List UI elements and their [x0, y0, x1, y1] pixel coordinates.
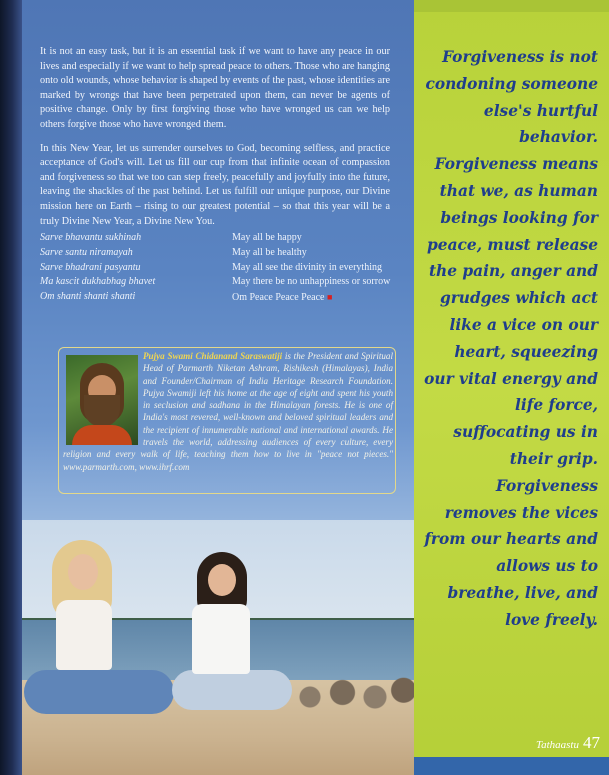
author-bio-description: is the President and Spiritual Head of Parmarth Niketan Ashram, Rishikesh (Himalayas), India and Founder/Chairman of India Heritage Research Foundation. Pujya Swamiji left his home at the age of eight and spent his youth in seclusion and sadhana in the Himalayan forests. He is one of India's most revered, well-known and beloved spiritual leaders and the recipient of innumerable national and international awards. He travels the world, addressing audiences of every culture, every religion and every walk of life, teaching them how to live in "peace not pieces." www.parmarth.com, www.ihrf.com: [63, 351, 393, 472]
article-body: [40, 45, 390, 238]
mantra-sanskrit: Sarve bhavantu sukhinah: [40, 232, 142, 243]
mantra-translation: May all see the divinity in everything: [232, 261, 382, 273]
pull-quote: Forgiveness is not condoning someone else's hurtful behavior. Forgiveness means that we, as human beings looking for peace, must release the pain, anger and grudges which act like a vice on our heart, squeezing our vital energy and life force, suffocating us in their grip. Forgiveness removes the vices from our hearts and allows us to breathe, live, and love freely.: [424, 48, 598, 629]
article-paragraph-2: In this New Year, let us surrender ourselves to God, becoming selfless, and practice acceptance of God's will. Let us fill our cup from that infinite ocean of compassion and forgiveness so that we too can step freely, peacefully and joyfully into the future, leaving the shackles of the past behind. Let us fulfill our unique purpose, our Divine mission here on Earth – rising to our greatest potential – so that this year will be a truly Divine New Year, a Divine New You.: [40, 142, 390, 227]
mantra-sanskrit: Sarve santu niramayah: [40, 246, 133, 258]
mantra-translation: May there be no unhappiness or sorrow: [232, 276, 391, 288]
end-mark-icon: ■: [326, 292, 333, 303]
book-spine: [0, 0, 22, 775]
mantra-block: [40, 231, 400, 306]
mantra-translation: [232, 290, 400, 306]
pull-quote-panel: [414, 0, 609, 775]
mantra-translation: May all be happy: [232, 232, 302, 243]
mantra-sanskrit: Sarve bhadrani pasyantu: [40, 261, 141, 273]
mantra-line: [40, 261, 400, 276]
mantra-sanskrit: Ma kascit dukhabhag bhavet: [40, 276, 156, 288]
author-name: Pujya Swami Chidanand Saraswatiji: [143, 351, 283, 361]
mantra-line: [40, 246, 400, 261]
mantra-line: [40, 231, 400, 246]
page-number: 47: [583, 733, 600, 752]
footer-bar: [414, 757, 609, 775]
mantra-translation: May all be healthy: [232, 246, 307, 258]
mantra-line: [40, 275, 400, 290]
author-bio-box: [58, 347, 396, 494]
page-footer: [470, 733, 600, 753]
mantra-sanskrit: Om shanti shanti shanti: [40, 291, 136, 303]
article-paragraph-1: It is not an easy task, but it is an essential task if we want to have any peace in our lives and especially if we want to help spread peace to others. Those who are hanging onto old wounds, whose behavior is shaped by events of the past, whose identities are marked by wrongs that have been perpetrated upon them, can never be agents of positive change. Only by first forgiving those who have wronged us can we help others forgive those who have wronged them.: [40, 46, 390, 130]
mantra-line: [40, 290, 400, 306]
magazine-name: Tathaastu: [535, 739, 579, 751]
beach-meditation-photo: [22, 520, 414, 775]
mantra-final-line: Om Peace Peace Peace: [232, 292, 325, 304]
author-bio-text: [63, 350, 393, 473]
